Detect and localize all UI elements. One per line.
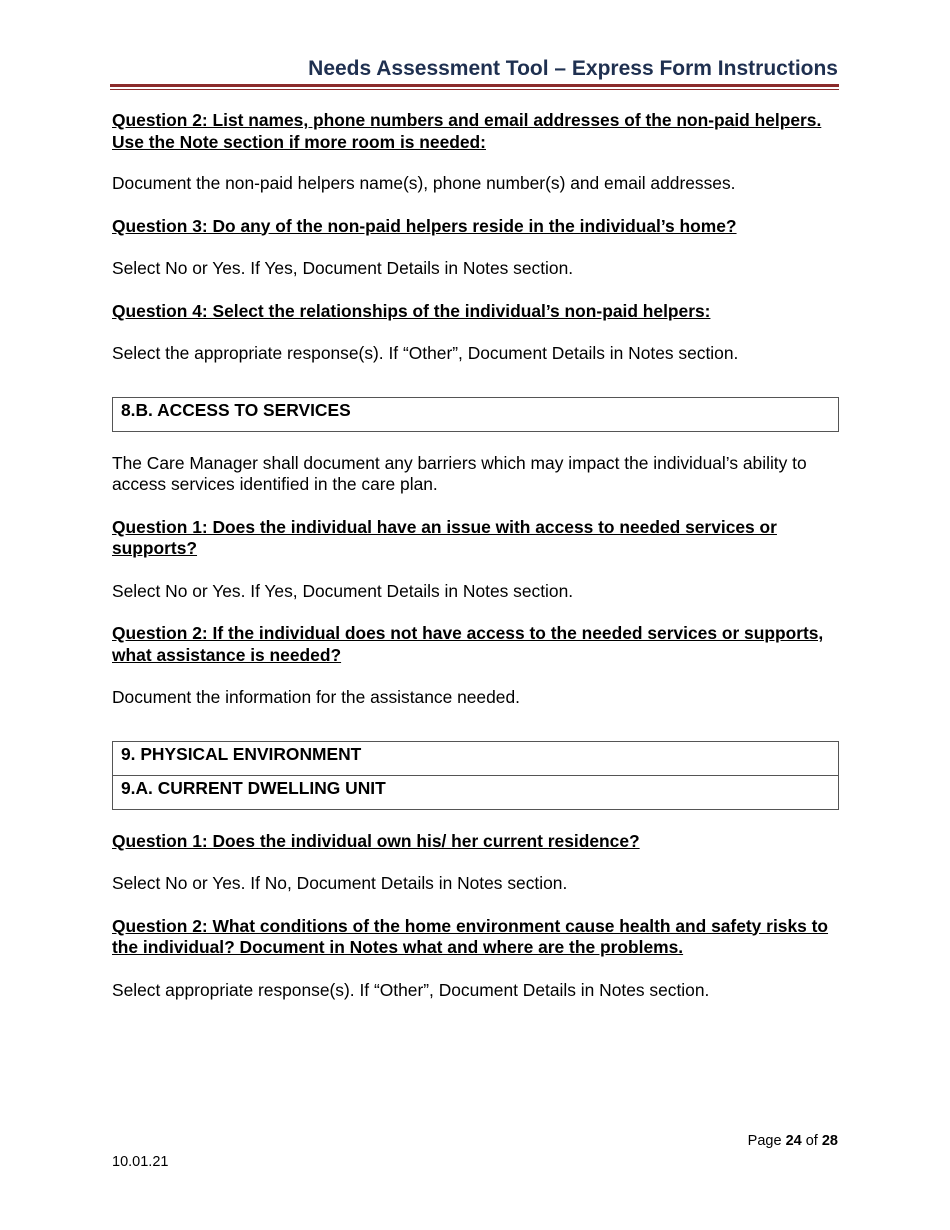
subsection-heading: 9.A. CURRENT DWELLING UNIT <box>113 775 838 809</box>
section-heading-box <box>112 397 839 432</box>
answer-text: Select the appropriate response(s). If “Other”, Document Details in Notes section. <box>112 343 739 363</box>
current-page: 24 <box>785 1133 802 1149</box>
answer-text: Select appropriate response(s). If “Other”, Document Details in Notes section. <box>112 979 710 1000</box>
section-heading: 9. PHYSICAL ENVIRONMENT <box>121 743 362 764</box>
answer-text: Select No or Yes. If Yes, Document Details in Notes section. <box>112 580 574 601</box>
page-number <box>748 1131 838 1151</box>
question-heading: Question 2: List names, phone numbers and email addresses of the non-paid helpers. Use the Note section if more room is needed: <box>112 110 822 152</box>
answer-text: Select No or Yes. If Yes, Document Details in Notes section. <box>112 258 574 278</box>
page-prefix: Page <box>747 1133 782 1149</box>
header-rule <box>110 84 839 87</box>
question-heading: Question 2: What conditions of the home environment cause health and safety risks to the individual? Document in Notes what and where are the problems. <box>112 915 829 957</box>
question-heading: Question 1: Does the individual have an issue with access to needed services or supports? <box>112 516 777 558</box>
total-pages: 28 <box>821 1133 838 1149</box>
section-intro: The Care Manager shall document any barriers which may impact the individual’s ability to access services identified in the care plan. <box>112 452 807 494</box>
question-heading: Question 1: Does the individual own his/ her current residence? <box>112 830 640 851</box>
answer-text: Document the non-paid helpers name(s), phone number(s) and email addresses. <box>112 173 736 193</box>
question-heading: Question 3: Do any of the non-paid helpers reside in the individual’s home? <box>112 215 737 236</box>
question-heading: Question 2: If the individual does not have access to the needed services or supports, what assistance is needed? <box>112 623 824 665</box>
document-header-title: Needs Assessment Tool – Express Form Instructions <box>308 57 838 80</box>
answer-text: Document the information for the assistance needed. <box>112 687 520 707</box>
section-heading-box <box>112 741 839 810</box>
document-date: 10.01.21 <box>112 1154 169 1170</box>
answer-text: Select No or Yes. If No, Document Details in Notes section. <box>112 873 568 893</box>
page-of: of <box>805 1133 818 1149</box>
question-heading: Question 4: Select the relationships of the individual’s non-paid helpers: <box>112 300 711 321</box>
page-content <box>112 110 838 1001</box>
header-rule-thin <box>110 89 839 90</box>
section-heading: 8.B. ACCESS TO SERVICES <box>121 399 351 420</box>
